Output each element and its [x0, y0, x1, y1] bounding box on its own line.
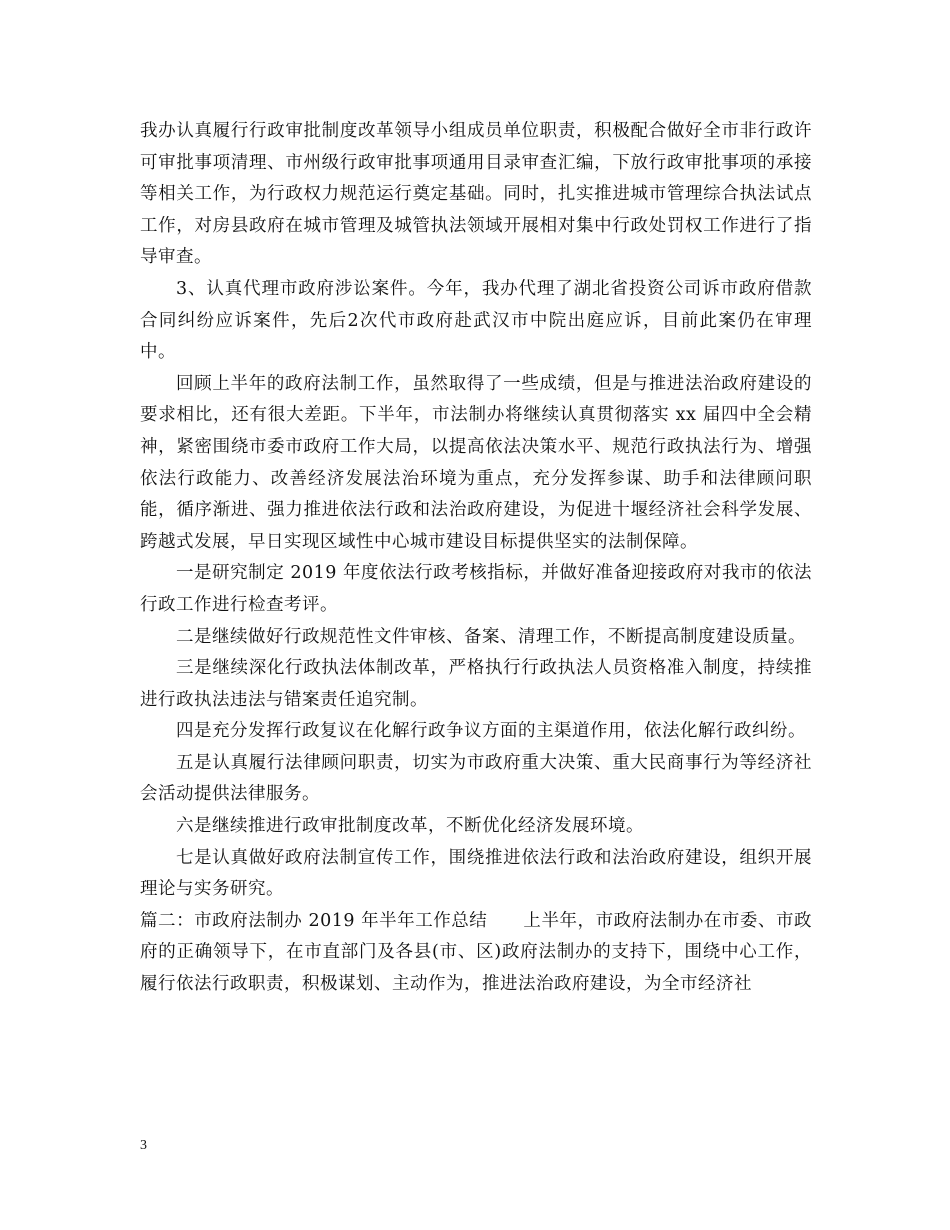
paragraph-item-5: 五是认真履行法律顾问职责，切实为市政府重大决策、重大民商事行为等经济社会活动提供法律服务。	[140, 752, 812, 805]
paragraph-item-2: 二是继续做好行政规范性文件审核、备案、清理工作，不断提高制度建设质量。	[176, 626, 806, 647]
paragraph-item-4: 四是充分发挥行政复议在化解行政争议方面的主渠道作用，依法化解行政纠纷。	[176, 721, 806, 742]
paragraph-review-and-plan: 回顾上半年的政府法制工作，虽然取得了一些成绩，但是与推进法治政府建设的要求相比，还有很大差距。下半年，市法制办将继续认真贯彻落实 xx 届四中全会精神，紧密围绕市委市政府工作大局，以提高依法决策水平、规范行政执法行为、增强依法行政能力、改善经济发展法治环境为重点，充分发挥参谋、助手和法律顾问职能，循序渐进、强力推进依法行政和法治政府建设，为促进十堰经济社会科学发展、跨越式发展，早日实现区域性中心城市建设目标提供坚实的法制保障。	[140, 373, 812, 552]
paragraph-item-1: 一是研究制定 2019 年度依法行政考核指标，并做好准备迎接政府对我市的依法行政工作进行检查考评。	[140, 563, 812, 615]
paragraph-item-7: 七是认真做好政府法制宣传工作，围绕推进依法行政和法治政府建设，组织开展理论与实务研究。	[140, 847, 812, 900]
document-body	[140, 116, 812, 1001]
paragraph-approval-reform: 我办认真履行行政审批制度改革领导小组成员单位职责，积极配合做好全市非行政许可审批事项清理、市州级行政审批事项通用目录审查汇编，下放行政审批事项的承接等相关工作，为行政权力规范运行奠定基础。同时，扎实推进城市管理综合执法试点工作，对房县政府在城市管理及城管执法领域开展相对集中行政处罚权工作进行了指导审查。	[140, 121, 812, 268]
paragraph-item-6: 六是继续推进行政审批制度改革，不断优化经济发展环境。	[176, 816, 644, 837]
paragraph-section-two: 篇二：市政府法制办 2019 年半年工作总结 上半年，市政府法制办在市委、市政府的正确领导下，在市直部门及各县(市、区)政府法制办的支持下，围绕中心工作，履行依法行政职责，积极谋划、主动作为，推进法治政府建设，为全市经济社	[140, 910, 812, 995]
page-number: 3	[140, 1138, 147, 1153]
paragraph-item-3: 三是继续深化行政执法体制改革，严格执行行政执法人员资格准入制度，持续推进行政执法违法与错案责任追究制。	[140, 658, 812, 710]
paragraph-litigation: 3、认真代理市政府涉讼案件。今年，我办代理了湖北省投资公司诉市政府借款合同纠纷应诉案件，先后2次代市政府赴武汉市中院出庭应诉，目前此案仍在审理中。	[140, 278, 812, 363]
